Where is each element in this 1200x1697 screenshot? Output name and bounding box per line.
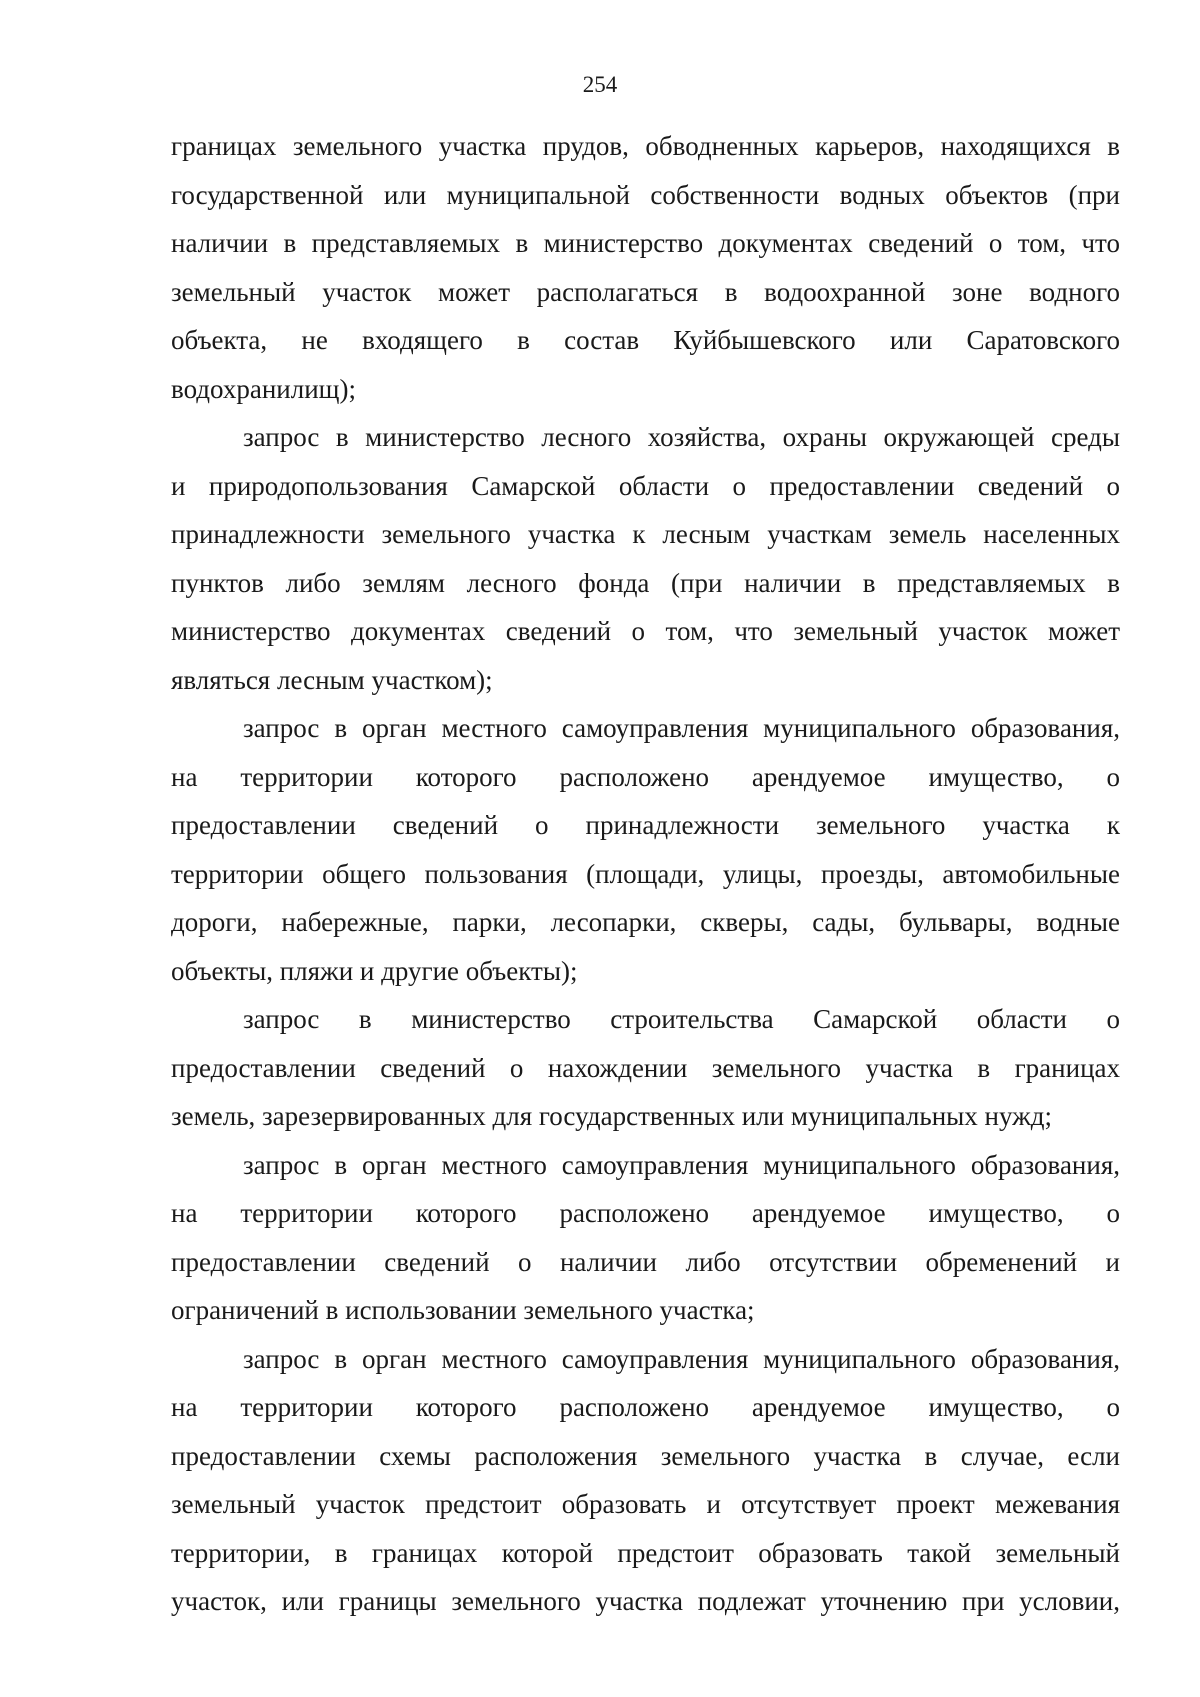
text-line: государственной или муниципальной собственности водных объектов (при — [171, 179, 1120, 210]
text-line: на территории которого расположено арендуемое имущество, о — [171, 1392, 1120, 1422]
text-line: запрос в орган местного самоуправления муниципального образования, — [243, 713, 1120, 743]
text-line: на территории которого расположено арендуемое имущество, о — [171, 761, 1120, 792]
paragraph-water-bodies — [171, 122, 1120, 413]
paragraph-layout-scheme-request — [171, 1335, 1120, 1626]
text-line: предоставлении схемы расположения земельного участка в случае, если — [171, 1440, 1120, 1471]
text-line: территории, в границах которой предстоит образовать такой земельный — [171, 1537, 1120, 1568]
text-line: запрос в орган местного самоуправления муниципального образования, — [243, 1149, 1120, 1180]
text-line: министерство документах сведений о том, что земельный участок может — [171, 616, 1120, 646]
document-body — [171, 122, 1120, 1626]
text-line: запрос в орган местного самоуправления муниципального образования, — [243, 1343, 1120, 1374]
text-line: на территории которого расположено арендуемое имущество, о — [171, 1198, 1120, 1228]
text-line: земель, зарезервированных для государственных или муниципальных нужд; — [171, 1101, 1053, 1131]
text-line: объекты, пляжи и другие объекты); — [171, 955, 578, 986]
text-line: земельный участок предстоит образовать и отсутствует проект межевания — [171, 1489, 1120, 1519]
text-line: пунктов либо землям лесного фонда (при наличии в представляемых в — [171, 567, 1120, 598]
text-line: предоставлении сведений о принадлежности земельного участка к — [171, 810, 1120, 840]
paragraph-public-territory-request — [171, 704, 1120, 995]
page-number: 254 — [582, 72, 618, 97]
text-line: принадлежности земельного участка к лесным участкам земель населенных — [171, 519, 1120, 549]
text-line: предоставлении сведений о наличии либо отсутствии обременений и — [171, 1246, 1120, 1277]
text-line: земельный участок может располагаться в водоохранной зоне водного — [171, 276, 1120, 307]
text-line: дороги, набережные, парки, лесопарки, скверы, сады, бульвары, водные — [171, 907, 1120, 937]
text-line: и природопользования Самарской области о предоставлении сведений о — [171, 470, 1120, 501]
text-line: участок, или границы земельного участка подлежат уточнению при условии, — [171, 1586, 1120, 1616]
paragraph-forestry-request — [171, 413, 1120, 704]
paragraph-encumbrances-request — [171, 1141, 1120, 1335]
text-line: границах земельного участка прудов, обводненных карьеров, находящихся в — [171, 131, 1120, 161]
text-line: наличии в представляемых в министерство документах сведений о том, что — [171, 228, 1120, 258]
text-line: объекта, не входящего в состав Куйбышевского или Саратовского — [171, 325, 1120, 355]
text-line: являться лесным участком); — [171, 664, 493, 695]
text-line: водохранилищ); — [171, 373, 356, 404]
text-line: территории общего пользования (площади, улицы, проезды, автомобильные — [171, 858, 1120, 889]
text-line: предоставлении сведений о нахождении земельного участка в границах — [171, 1052, 1120, 1083]
paragraph-construction-ministry-request — [171, 995, 1120, 1141]
text-line: запрос в министерство лесного хозяйства, охраны окружающей среды — [243, 422, 1120, 452]
text-line: ограничений в использовании земельного участка; — [171, 1295, 755, 1325]
text-line: запрос в министерство строительства Самарской области о — [243, 1004, 1120, 1034]
